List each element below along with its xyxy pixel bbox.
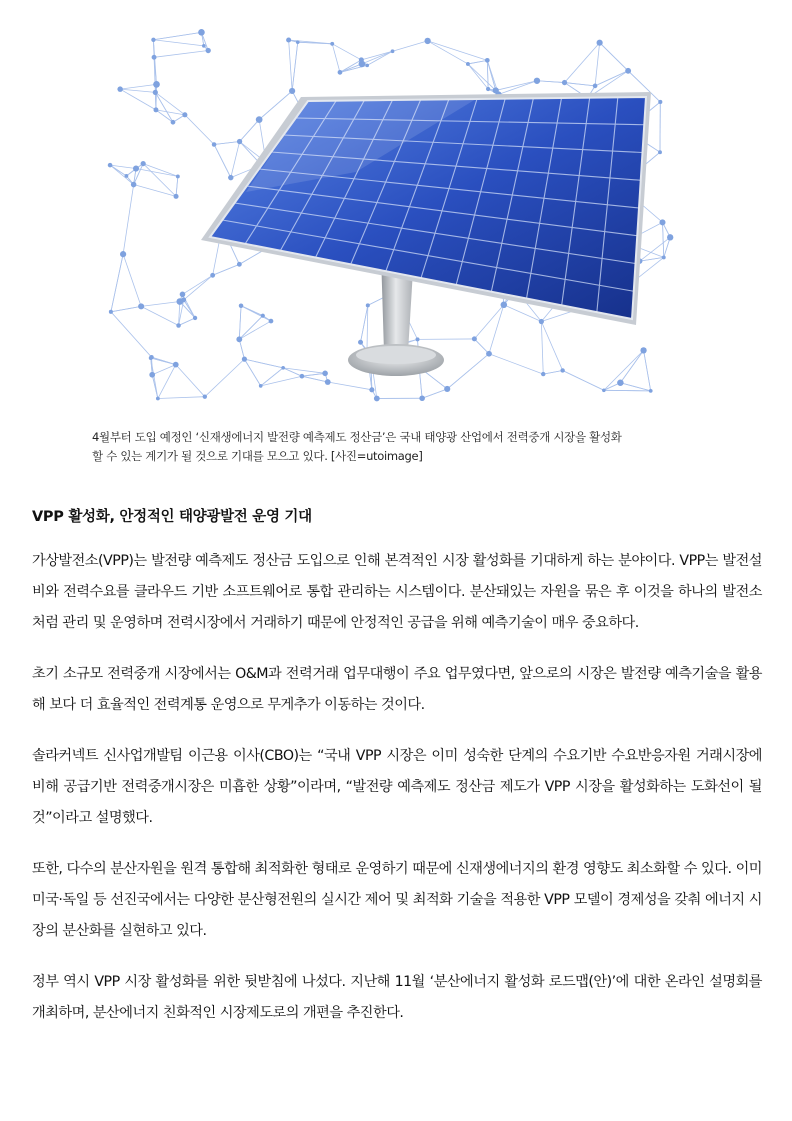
paragraph-5: 정부 역시 VPP 시장 활성화를 위한 뒷받침에 나섰다. 지난해 11월 ‘분산에너지 활성화 로드맵(안)’에 대한 온라인 설명회를 개최하며, 분산에너지 친화적인 시장제도로의 개편을 추진한다. [32, 974, 762, 1021]
section-heading: VPP 활성화, 안정적인 태양광발전 운영 기대 [32, 509, 312, 525]
caption-line-2: 할 수 있는 계기가 될 것으로 기대를 모으고 있다. [사진=utoimage] [92, 449, 423, 463]
paragraph-4: 또한, 다수의 분산자원을 원격 통합해 최적화한 형태로 운영하기 때문에 신재생에너지의 환경 영향도 최소화할 수 있다. 이미 미국·독일 등 선진국에서는 다양한 분산형전원의 실시간 제어 및 최적화 기술을 적용한 VPP 모델이 경제성을 갖춰 에너지 시장의 분산화를 실현하고 있다. [32, 861, 762, 939]
article-body [32, 546, 762, 1049]
caption-line-1: 4월부터 도입 예정인 ‘신재생에너지 발전량 예측제도 정산금’은 국내 태양광 산업에서 전력중개 시장을 활성화 [92, 430, 622, 444]
solar-panel-illustration [96, 22, 696, 412]
paragraph-1: 가상발전소(VPP)는 발전량 예측제도 정산금 도입으로 인해 본격적인 시장 활성화를 기대하게 하는 분야이다. VPP는 발전설비와 전력수요를 클라우드 기반 소프트웨어로 통합 관리하는 시스템이다. 분산돼있는 자원을 묶은 후 이것을 하나의 발전소처럼 관리 및 운영하며 전력시장에서 거래하기 때문에 안정적인 공급을 위해 예측기술이 매우 중요하다. [32, 553, 762, 631]
paragraph-2: 초기 소규모 전력중개 시장에서는 O&M과 전력거래 업무대행이 주요 업무였다면, 앞으로의 시장은 발전량 예측기술을 활용해 보다 더 효율적인 전력계통 운영으로 무게추가 이동하는 것이다. [32, 666, 762, 713]
figure-caption [92, 428, 712, 466]
solar-panel-icon [96, 22, 696, 412]
paragraph-3: 솔라커넥트 신사업개발팀 이근용 이사(CBO)는 “국내 VPP 시장은 이미 성숙한 단계의 수요기반 수요반응자원 거래시장에 비해 공급기반 전력중개시장은 미흡한 상황”이라며, “발전량 예측제도 정산금 제도가 VPP 시장을 활성화하는 도화선이 될 것”이라고 설명했다. [32, 748, 762, 826]
